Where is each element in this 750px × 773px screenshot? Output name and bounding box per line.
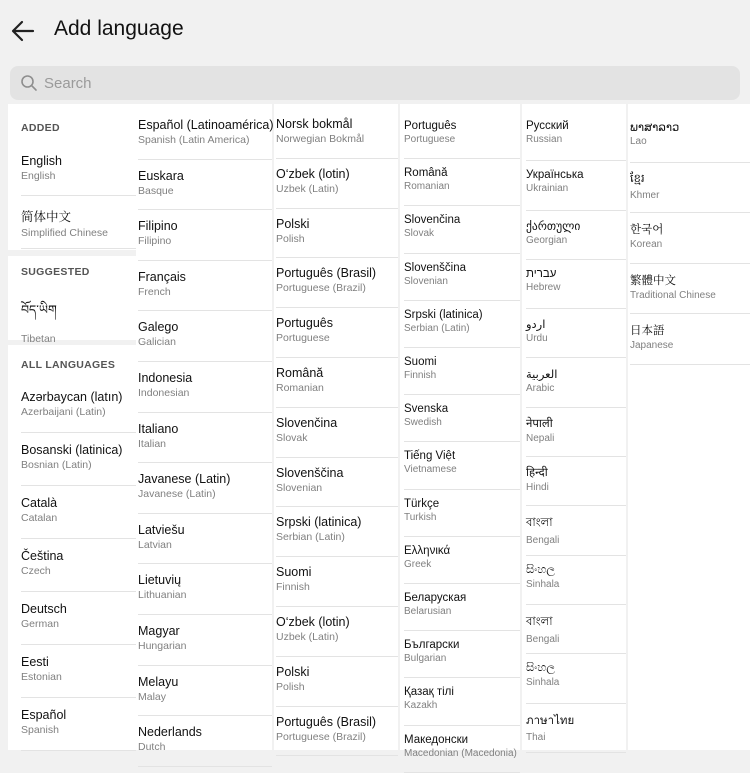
language-english-name: Polish	[276, 680, 305, 693]
language-native-name: 简体中文	[21, 210, 72, 224]
language-english-name: Belarusian	[404, 606, 452, 617]
language-english-name: Russian	[526, 134, 563, 145]
suggested-section	[8, 256, 136, 345]
language-english-name: Uzbek (Latin)	[276, 631, 339, 643]
language-english-name: Hungarian	[138, 640, 187, 652]
language-item[interactable]	[276, 308, 398, 358]
language-native-name: Português (Brasil)	[276, 714, 377, 729]
language-native-name: Қазақ тілі	[404, 686, 454, 699]
language-native-name: Norsk bokmål	[276, 117, 353, 131]
language-native-name: हिन्दी	[526, 467, 548, 480]
section-label-added: ADDED	[21, 122, 60, 134]
language-english-name: Slovak	[404, 228, 435, 240]
language-item[interactable]	[630, 264, 750, 315]
language-item[interactable]	[21, 433, 136, 486]
language-english-name: Norwegian Bokmål	[276, 133, 365, 145]
language-native-name: Slovenčina	[276, 415, 338, 430]
language-native-name: Srpski (latinica)	[276, 515, 362, 530]
language-item[interactable]	[404, 678, 520, 725]
language-item[interactable]	[404, 442, 520, 489]
language-item[interactable]	[404, 206, 520, 253]
language-item[interactable]	[138, 413, 272, 464]
language-native-name: Bosanski (latinica)	[21, 443, 123, 457]
language-item[interactable]	[526, 260, 626, 309]
section-label-suggested: SUGGESTED	[21, 266, 90, 278]
language-english-name: Hindi	[526, 482, 549, 494]
language-native-name: Filipino	[138, 219, 178, 234]
language-native-name: Javanese (Latin)	[138, 472, 231, 487]
language-item[interactable]	[630, 213, 750, 264]
language-item[interactable]	[138, 666, 272, 717]
language-native-name: Català	[21, 496, 58, 510]
language-english-name: Javanese (Latin)	[138, 488, 216, 501]
language-native-name: Română	[276, 366, 324, 380]
language-english-name: Japanese	[630, 340, 674, 352]
language-item[interactable]	[138, 261, 272, 312]
language-english-name: Filipino	[138, 235, 172, 248]
language-native-name: العربية	[526, 368, 558, 381]
language-english-name: Polish	[276, 232, 305, 245]
language-item[interactable]	[526, 556, 626, 605]
language-column-6	[628, 104, 750, 750]
language-english-name: Indonesian	[138, 387, 190, 399]
language-item[interactable]	[526, 359, 626, 408]
language-english-name: Slovenian	[276, 481, 323, 494]
language-native-name: ພາສາລາວ	[630, 122, 680, 134]
language-native-name: Português	[404, 120, 457, 132]
language-english-name: Bengali	[526, 535, 560, 547]
language-english-name: Kazakh	[404, 700, 438, 712]
language-english-name: Greek	[404, 558, 432, 570]
language-native-name: বাংলা	[526, 616, 553, 628]
language-item[interactable]	[138, 109, 272, 160]
language-item[interactable]	[404, 395, 520, 442]
language-native-name: Български	[404, 639, 460, 652]
language-native-name: 繁體中文	[630, 274, 676, 287]
language-english-name: Hebrew	[526, 281, 561, 293]
language-item[interactable]	[276, 657, 398, 707]
language-item[interactable]	[526, 211, 626, 260]
page-title: Add language	[54, 17, 184, 40]
language-native-name: Українська	[526, 169, 584, 182]
language-english-name: Slovenian	[404, 275, 448, 287]
language-english-name: English	[21, 170, 56, 182]
language-item[interactable]	[526, 112, 626, 161]
language-english-name: Vietnamese	[404, 464, 457, 476]
language-native-name: Беларуская	[404, 592, 467, 604]
language-english-name: Turkish	[404, 511, 437, 523]
language-native-name: Srpski (latinica)	[404, 308, 483, 321]
language-native-name: English	[21, 154, 62, 168]
language-item[interactable]	[138, 362, 272, 413]
search-bar[interactable]	[10, 66, 740, 100]
language-english-name: Galician	[138, 336, 176, 349]
language-item[interactable]	[404, 584, 520, 631]
language-item[interactable]	[404, 112, 520, 159]
language-english-name: Azerbaijani (Latin)	[21, 406, 106, 418]
language-english-name: Sinhala	[526, 677, 560, 689]
language-native-name: Lietuvių	[138, 573, 182, 588]
language-english-name: Ukrainian	[526, 183, 569, 195]
language-item[interactable]	[276, 209, 398, 259]
language-native-name: اردو	[526, 319, 546, 332]
language-item[interactable]	[21, 539, 136, 592]
language-english-name: Latvian	[138, 538, 172, 551]
language-item[interactable]	[21, 592, 136, 645]
language-english-name: Slovak	[276, 431, 308, 444]
language-native-name: Eesti	[21, 655, 49, 669]
language-english-name: Georgian	[526, 234, 568, 246]
language-native-name: Svenska	[404, 403, 449, 416]
language-native-name: བོད་ཡིག	[21, 303, 57, 317]
language-item[interactable]	[276, 358, 398, 408]
language-column-5	[522, 104, 626, 750]
language-english-name: Malay	[138, 690, 167, 703]
language-item[interactable]	[21, 196, 136, 249]
language-native-name: नेपाली	[526, 417, 553, 430]
language-native-name: Македонски	[404, 733, 469, 746]
language-native-name: Español (Latinoamérica)	[138, 118, 274, 132]
language-native-name: Türkçe	[404, 497, 440, 510]
language-english-name: Portuguese	[404, 134, 456, 145]
language-column-4	[400, 104, 520, 759]
language-english-name: Uzbek (Latin)	[276, 182, 339, 195]
language-native-name: Suomi	[276, 565, 312, 580]
language-item[interactable]	[276, 707, 398, 757]
header	[0, 0, 750, 60]
language-item[interactable]	[630, 314, 750, 365]
language-english-name: Thai	[526, 731, 546, 743]
language-native-name: Polski	[276, 216, 310, 231]
language-english-name: Finnish	[404, 370, 437, 381]
language-english-name: Sinhala	[526, 578, 560, 590]
language-native-name: සිංහල	[526, 563, 556, 576]
language-item[interactable]	[138, 564, 272, 615]
language-column-2	[136, 104, 274, 754]
language-english-name: Khmer	[630, 189, 660, 201]
language-item[interactable]	[526, 457, 626, 506]
language-native-name: 日本語	[630, 325, 665, 338]
language-english-name: Italian	[138, 437, 167, 450]
language-english-name: Traditional Chinese	[630, 289, 716, 301]
language-native-name: Français	[138, 269, 186, 284]
language-item[interactable]	[526, 704, 626, 753]
language-english-name: Nepali	[526, 432, 555, 444]
language-english-name: Serbian (Latin)	[404, 322, 470, 334]
language-english-name: Lao	[630, 136, 647, 147]
language-native-name: ภาษาไทย	[526, 714, 575, 727]
language-item[interactable]	[21, 290, 136, 345]
language-native-name: Română	[404, 167, 448, 180]
language-item[interactable]	[630, 112, 750, 163]
language-item[interactable]	[526, 161, 626, 210]
language-item[interactable]	[526, 408, 626, 457]
language-english-name: Bengali	[526, 634, 560, 645]
language-english-name: Romanian	[404, 181, 450, 193]
language-item[interactable]	[630, 163, 750, 214]
language-item[interactable]	[404, 301, 520, 348]
language-english-name: Bosnian (Latin)	[21, 459, 92, 471]
language-native-name: Italiano	[138, 421, 179, 436]
language-english-name: Spanish (Latin America)	[138, 134, 250, 146]
language-item[interactable]	[21, 486, 136, 539]
language-english-name: Portuguese (Brazil)	[276, 282, 366, 295]
language-item[interactable]	[138, 514, 272, 565]
language-item[interactable]	[404, 159, 520, 206]
language-native-name: Magyar	[138, 624, 180, 638]
search-input[interactable]	[44, 66, 724, 100]
language-native-name: Português (Brasil)	[276, 266, 377, 281]
language-item[interactable]	[138, 210, 272, 261]
language-item[interactable]	[526, 605, 626, 654]
language-item[interactable]	[276, 607, 398, 657]
language-item[interactable]	[526, 654, 626, 703]
language-english-name: Catalan	[21, 512, 58, 524]
language-native-name: Slovenščina	[404, 261, 467, 274]
language-native-name: Azərbaycan (latın)	[21, 390, 123, 404]
language-item[interactable]	[276, 408, 398, 458]
language-native-name: Latviešu	[138, 522, 185, 537]
sections-column	[8, 104, 136, 750]
language-native-name: Polski	[276, 664, 310, 679]
language-english-name: Macedonian (Macedonia)	[404, 747, 517, 759]
language-native-name: Suomi	[404, 356, 437, 368]
language-native-name: සිංහල	[526, 662, 556, 675]
language-native-name: বাংলা	[526, 517, 553, 530]
added-section	[8, 104, 136, 250]
language-native-name: ქართული	[526, 220, 581, 233]
language-english-name: Portuguese	[276, 332, 330, 345]
language-native-name: Euskara	[138, 168, 184, 183]
language-native-name: 한국어	[630, 224, 664, 237]
language-item[interactable]	[21, 645, 136, 698]
language-item[interactable]	[276, 258, 398, 308]
language-item[interactable]	[138, 716, 272, 767]
language-item[interactable]	[276, 159, 398, 209]
language-item[interactable]	[276, 458, 398, 508]
back-arrow-icon[interactable]	[10, 18, 36, 44]
language-english-name: French	[138, 285, 171, 298]
language-english-name: Czech	[21, 565, 51, 577]
language-english-name: Estonian	[21, 671, 62, 683]
section-label-all: ALL LANGUAGES	[21, 359, 116, 371]
search-icon	[20, 74, 38, 92]
language-item[interactable]	[21, 698, 136, 751]
language-item[interactable]	[276, 557, 398, 607]
language-english-name: Korean	[630, 239, 663, 251]
language-native-name: Tiếng Việt	[404, 450, 456, 463]
language-item[interactable]	[138, 615, 272, 666]
language-english-name: Romanian	[276, 382, 324, 394]
language-native-name: Ελληνικά	[404, 544, 451, 557]
language-native-name: Deutsch	[21, 602, 67, 616]
all-languages-section	[8, 345, 136, 750]
language-item[interactable]	[21, 143, 136, 196]
language-item[interactable]	[276, 109, 398, 159]
language-native-name: O‘zbek (lotin)	[276, 166, 350, 181]
language-native-name: Indonesia	[138, 371, 193, 385]
language-native-name: Português	[276, 316, 333, 331]
language-item[interactable]	[404, 537, 520, 584]
language-english-name: Spanish	[21, 724, 59, 736]
language-item[interactable]	[276, 507, 398, 557]
language-column-3	[274, 104, 398, 750]
language-english-name: Urdu	[526, 333, 548, 345]
language-item[interactable]	[404, 254, 520, 301]
language-english-name: Arabic	[526, 382, 555, 394]
language-native-name: Español	[21, 708, 67, 722]
language-english-name: Dutch	[138, 741, 166, 754]
language-native-name: Slovenčina	[404, 214, 461, 227]
language-native-name: Melayu	[138, 674, 179, 689]
language-item[interactable]	[138, 311, 272, 362]
language-english-name: Portuguese (Brazil)	[276, 730, 366, 743]
language-item[interactable]	[526, 506, 626, 555]
language-item[interactable]	[404, 490, 520, 537]
language-native-name: ខ្មែរ	[630, 172, 645, 185]
language-native-name: Nederlands	[138, 725, 202, 740]
language-native-name: עברית	[526, 267, 557, 280]
language-english-name: Finnish	[276, 581, 310, 594]
language-item[interactable]	[21, 380, 136, 433]
language-item[interactable]	[404, 348, 520, 395]
language-item[interactable]	[526, 309, 626, 358]
language-english-name: Tibetan	[21, 333, 56, 345]
language-native-name: Русский	[526, 120, 569, 132]
language-native-name: Galego	[138, 320, 179, 335]
language-item[interactable]	[138, 160, 272, 211]
language-english-name: German	[21, 618, 59, 630]
language-native-name: Čeština	[21, 549, 64, 563]
language-native-name: Slovenščina	[276, 465, 344, 480]
language-english-name: Basque	[138, 184, 174, 197]
language-english-name: Swedish	[404, 417, 442, 429]
language-item[interactable]	[404, 631, 520, 678]
language-english-name: Lithuanian	[138, 589, 187, 602]
language-english-name: Simplified Chinese	[21, 227, 108, 239]
language-item[interactable]	[404, 726, 520, 773]
language-item[interactable]	[138, 463, 272, 514]
language-native-name: O‘zbek (lotin)	[276, 615, 350, 629]
language-english-name: Serbian (Latin)	[276, 531, 345, 544]
language-english-name: Bulgarian	[404, 653, 447, 665]
